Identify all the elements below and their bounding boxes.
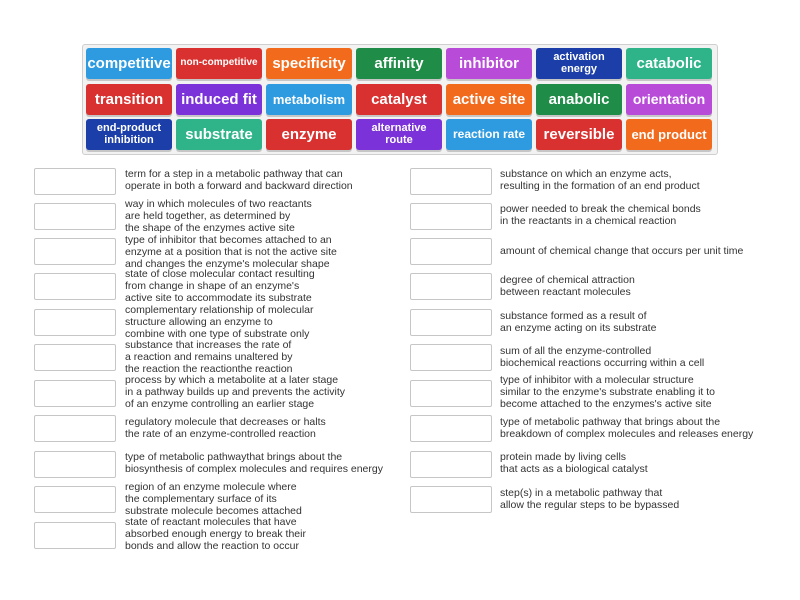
- answer-slot-left-11[interactable]: [34, 522, 116, 549]
- answer-slot-left-1[interactable]: [34, 168, 116, 195]
- tile-induced-fit[interactable]: induced fit: [176, 84, 262, 115]
- clue-left-6: substance that increases the rate of a reaction and remains unaltered by the reaction the reactionthe reaction: [125, 339, 293, 375]
- clue-right-7: type of inhibitor with a molecular structure similar to the enzyme's substrate enabling it to become attached to the enzymes's active site: [500, 374, 716, 410]
- tile-reversible[interactable]: reversible: [536, 119, 622, 150]
- answer-slot-right-8[interactable]: [410, 415, 492, 442]
- tile-alternative-route[interactable]: alternative route: [356, 119, 442, 150]
- answer-slot-right-3[interactable]: [410, 238, 492, 265]
- tile-affinity[interactable]: affinity: [356, 48, 442, 79]
- tile-reaction-rate[interactable]: reaction rate: [446, 119, 532, 150]
- tile-end-product-inhibition[interactable]: end-product inhibition: [86, 119, 172, 150]
- clue-left-10: region of an enzyme molecule where the complementary surface of its substrate molecule becomes attached: [125, 481, 302, 517]
- clue-right-1: substance on which an enzyme acts, resulting in the formation of an end product: [500, 168, 700, 192]
- tile-specificity[interactable]: specificity: [266, 48, 352, 79]
- clue-left-8: regulatory molecule that decreases or halts the rate of an enzyme-controlled reaction: [125, 416, 326, 440]
- answer-slot-right-1[interactable]: [410, 168, 492, 195]
- answer-slot-right-9[interactable]: [410, 451, 492, 478]
- clue-left-2: way in which molecules of two reactants are held together, as determined by the shape of the enzymes active site: [125, 198, 312, 234]
- clue-right-5: substance formed as a result of an enzyme acting on its substrate: [500, 310, 657, 334]
- clue-left-1: term for a step in a metabolic pathway that can operate in both a forward and backward direction: [125, 168, 353, 192]
- clue-right-4: degree of chemical attraction between reactant molecules: [500, 274, 635, 298]
- answer-slot-right-4[interactable]: [410, 273, 492, 300]
- clue-right-2: power needed to break the chemical bonds in the reactants in a chemical reaction: [500, 203, 701, 227]
- tile-transition[interactable]: transition: [86, 84, 172, 115]
- tile-catabolic[interactable]: catabolic: [626, 48, 712, 79]
- clue-left-11: state of reactant molecules that have absorbed enough energy to break their bonds and allow the reaction to occur: [125, 516, 306, 552]
- tile-metabolism[interactable]: metabolism: [266, 84, 352, 115]
- answer-slot-left-8[interactable]: [34, 415, 116, 442]
- clue-left-3: type of inhibitor that becomes attached to an enzyme at a position that is not the active site and changes the enzyme's molecular shape: [125, 234, 337, 270]
- answer-slot-right-6[interactable]: [410, 344, 492, 371]
- answer-slot-right-2[interactable]: [410, 203, 492, 230]
- answer-slot-right-10[interactable]: [410, 486, 492, 513]
- tile-activation-energy[interactable]: activation energy: [536, 48, 622, 79]
- tile-non-competitive[interactable]: non-competitive: [176, 48, 262, 79]
- tile-active-site[interactable]: active site: [446, 84, 532, 115]
- answer-slot-right-7[interactable]: [410, 380, 492, 407]
- clue-left-4: state of close molecular contact resulting from change in shape of an enzyme's active site to accommodate its substrate: [125, 268, 315, 304]
- answer-slot-left-6[interactable]: [34, 344, 116, 371]
- answer-slot-left-9[interactable]: [34, 451, 116, 478]
- answer-slot-left-2[interactable]: [34, 203, 116, 230]
- answer-slot-left-7[interactable]: [34, 380, 116, 407]
- answer-slot-right-5[interactable]: [410, 309, 492, 336]
- tile-anabolic[interactable]: anabolic: [536, 84, 622, 115]
- clue-left-9: type of metabolic pathwaythat brings about the biosynthesis of complex molecules and requires energy: [125, 451, 383, 475]
- clue-left-7: process by which a metabolite at a later stage in a pathway builds up and prevents the activity of an enzyme controlling an earlier stage: [125, 374, 346, 410]
- tile-catalyst[interactable]: catalyst: [356, 84, 442, 115]
- clue-right-6: sum of all the enzyme-controlled biochemical reactions occurring within a cell: [500, 345, 705, 369]
- tile-enzyme[interactable]: enzyme: [266, 119, 352, 150]
- clue-left-5: complementary relationship of molecular structure allowing an enzyme to combine with one type of substrate only: [125, 304, 314, 340]
- tile-end-product[interactable]: end product: [626, 119, 712, 150]
- tile-competitive[interactable]: competitive: [86, 48, 172, 79]
- clue-right-3: amount of chemical change that occurs per unit time: [500, 245, 744, 257]
- answer-slot-left-3[interactable]: [34, 238, 116, 265]
- tile-inhibitor[interactable]: inhibitor: [446, 48, 532, 79]
- clue-right-8: type of metabolic pathway that brings about the breakdown of complex molecules and releases energy: [500, 416, 754, 440]
- answer-slot-left-4[interactable]: [34, 273, 116, 300]
- clue-right-10: step(s) in a metabolic pathway that allow the regular steps to be bypassed: [500, 487, 680, 511]
- tile-orientation[interactable]: orientation: [626, 84, 712, 115]
- answer-slot-left-10[interactable]: [34, 486, 116, 513]
- answer-slot-left-5[interactable]: [34, 309, 116, 336]
- tile-substrate[interactable]: substrate: [176, 119, 262, 150]
- clue-right-9: protein made by living cells that acts as a biological catalyst: [500, 451, 648, 475]
